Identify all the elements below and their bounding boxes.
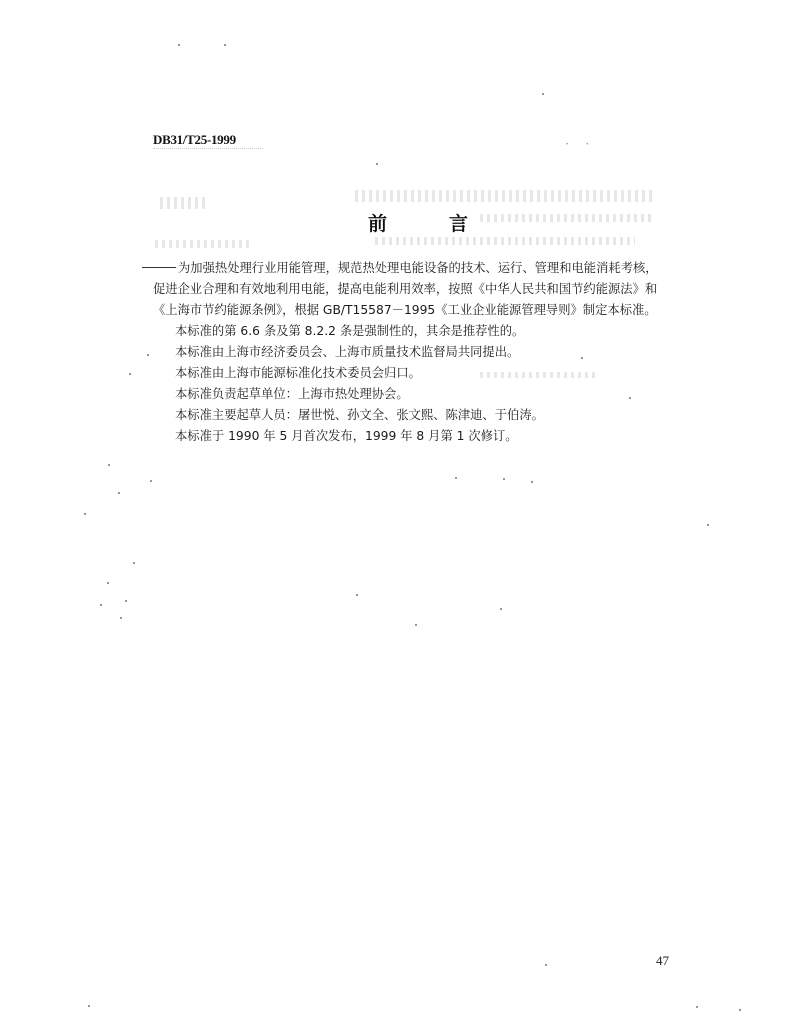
bleed-through-line xyxy=(160,197,205,209)
scan-speck xyxy=(629,397,631,399)
section-title xyxy=(368,209,468,236)
paragraph: 为加强热处理行业用能管理，规范热处理电能设备的技术、运行、管理和电能消耗考核， xyxy=(130,258,700,279)
scan-speck xyxy=(147,354,149,356)
bleed-through-line xyxy=(480,214,655,222)
scan-speck xyxy=(542,93,544,95)
scan-speck xyxy=(545,964,547,966)
foreword-body xyxy=(130,258,700,447)
standard-code: DB31/T25-1999 xyxy=(153,132,236,147)
scan-speck xyxy=(178,44,180,46)
scan-speck xyxy=(415,624,417,626)
bleed-through-line xyxy=(155,240,250,248)
paragraph: 本标准由上海市能源标准化技术委员会归口。 xyxy=(175,366,421,380)
scan-speck xyxy=(531,481,533,483)
scan-speck xyxy=(125,600,127,602)
paragraph: 本标准的第 6.6 条及第 8.2.2 条是强制性的，其余是推荐性的。 xyxy=(175,324,525,338)
bleed-through-line xyxy=(375,237,635,245)
scan-speck xyxy=(503,478,505,480)
paragraph: 本标准于 1990 年 5 月首次发布，1999 年 8 月第 1 次修订。 xyxy=(175,429,518,443)
scan-speck xyxy=(739,1009,741,1011)
scan-speck xyxy=(84,513,86,515)
scan-speck xyxy=(100,604,102,606)
scan-speck xyxy=(150,480,152,482)
scan-speck xyxy=(224,44,226,46)
title-char: 言 xyxy=(449,213,469,235)
bleed-through-line xyxy=(355,190,655,202)
bleed-through-mark xyxy=(153,148,263,157)
paragraph: 本标准负责起草单位：上海市热处理协会。 xyxy=(175,387,409,401)
scan-speck xyxy=(696,1006,698,1008)
scan-speck xyxy=(581,357,583,359)
scan-speck xyxy=(108,464,110,466)
scan-speck xyxy=(500,608,502,610)
scan-speck xyxy=(356,594,358,596)
scan-speck xyxy=(88,1005,90,1007)
scan-speck xyxy=(376,163,378,165)
paragraph: 促进企业合理和有效地利用电能，提高电能利用效率，按照《中华人民共和国节约能源法》和 xyxy=(153,282,658,296)
paragraph: 本标准主要起草人员：屠世悦、孙文全、张文熙、陈津迪、于伯涛。 xyxy=(175,408,544,422)
scan-speck xyxy=(118,492,120,494)
scan-speck xyxy=(455,477,457,479)
scan-speck xyxy=(129,373,131,375)
scan-speck xyxy=(107,582,109,584)
em-dash-mark xyxy=(142,267,176,268)
scan-speck xyxy=(120,617,122,619)
page-number: 47 xyxy=(656,953,669,968)
paragraph: 本标准由上海市经济委员会、上海市质量技术监督局共同提出。 xyxy=(175,345,520,359)
bleed-through-header-mark: · · xyxy=(565,137,596,152)
paragraph: 《上海市节约能源条例》，根据 GB/T15587－1995《工业企业能源管理导则》制定本标准。 xyxy=(153,303,657,317)
title-char: 前 xyxy=(368,213,388,235)
scan-speck xyxy=(707,524,709,526)
scan-speck xyxy=(133,562,135,564)
